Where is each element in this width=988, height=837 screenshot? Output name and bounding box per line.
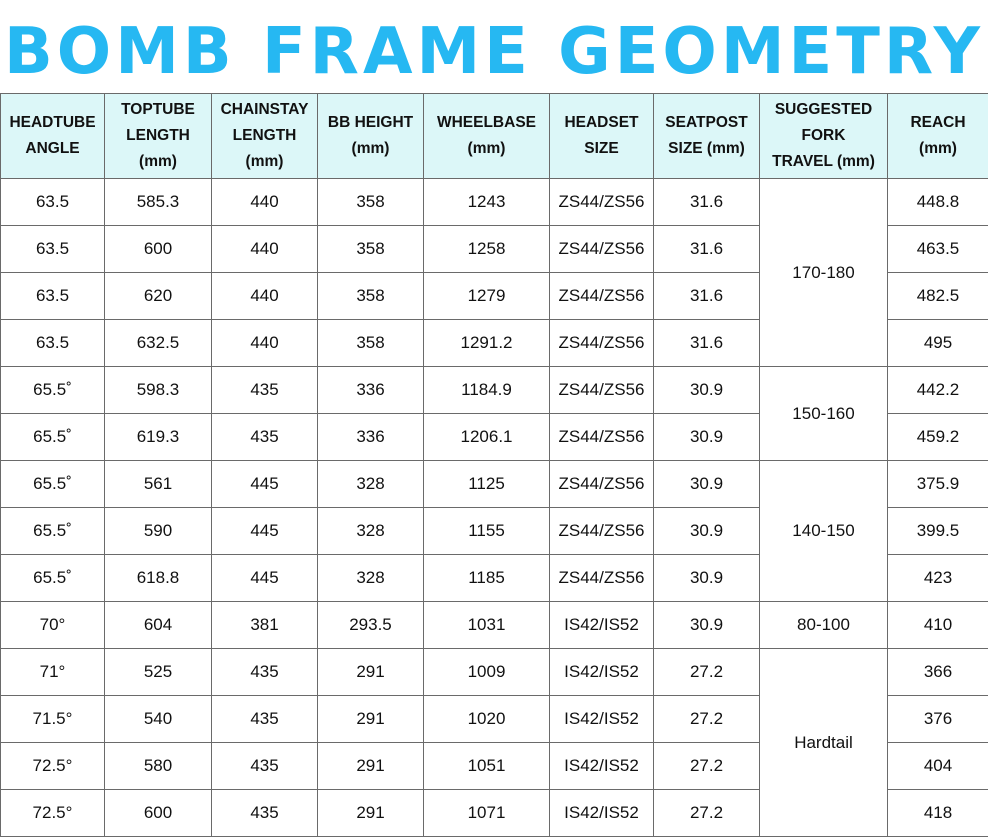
cell-bb-height: 291 [318,696,424,743]
cell-fork-travel: Hardtail [760,649,888,837]
cell-toptube-length: 618.8 [105,555,212,602]
cell-toptube-length: 580 [105,743,212,790]
cell-headset-size: IS42/IS52 [550,602,654,649]
cell-headtube-angle: 70° [1,602,105,649]
cell-headset-size: ZS44/ZS56 [550,461,654,508]
cell-chainstay-length: 435 [212,414,318,461]
cell-chainstay-length: 435 [212,790,318,837]
header-wheelbase: WHEELBASE (mm) [424,94,550,179]
header-reach: REACH (mm) [888,94,988,179]
table-row [1,649,988,696]
cell-headtube-angle: 65.5˚ [1,414,105,461]
cell-wheelbase: 1258 [424,226,550,273]
cell-seatpost-size: 30.9 [654,367,760,414]
cell-toptube-length: 540 [105,696,212,743]
cell-headtube-angle: 65.5˚ [1,367,105,414]
cell-wheelbase: 1155 [424,508,550,555]
cell-reach: 423 [888,555,988,602]
cell-headset-size: IS42/IS52 [550,790,654,837]
cell-reach: 418 [888,790,988,837]
cell-bb-height: 358 [318,273,424,320]
cell-reach: 463.5 [888,226,988,273]
cell-seatpost-size: 30.9 [654,555,760,602]
header-row [1,94,988,179]
cell-chainstay-length: 445 [212,555,318,602]
header-seatpost-size: SEATPOST SIZE (mm) [654,94,760,179]
cell-bb-height: 291 [318,790,424,837]
cell-wheelbase: 1184.9 [424,367,550,414]
cell-fork-travel: 170-180 [760,179,888,367]
cell-chainstay-length: 440 [212,179,318,226]
cell-fork-travel: 140-150 [760,461,888,602]
cell-toptube-length: 620 [105,273,212,320]
cell-headtube-angle: 71.5° [1,696,105,743]
cell-headset-size: IS42/IS52 [550,649,654,696]
cell-wheelbase: 1031 [424,602,550,649]
table-row [1,461,988,508]
cell-reach: 410 [888,602,988,649]
cell-bb-height: 358 [318,179,424,226]
cell-seatpost-size: 30.9 [654,508,760,555]
cell-headtube-angle: 71° [1,649,105,696]
cell-headtube-angle: 72.5° [1,790,105,837]
header-toptube-length: TOPTUBE LENGTH (mm) [105,94,212,179]
cell-headset-size: IS42/IS52 [550,743,654,790]
cell-chainstay-length: 440 [212,320,318,367]
table-row [1,367,988,414]
cell-seatpost-size: 27.2 [654,790,760,837]
cell-bb-height: 291 [318,649,424,696]
cell-seatpost-size: 30.9 [654,602,760,649]
cell-headtube-angle: 72.5° [1,743,105,790]
cell-reach: 495 [888,320,988,367]
cell-bb-height: 358 [318,226,424,273]
cell-toptube-length: 600 [105,790,212,837]
cell-wheelbase: 1009 [424,649,550,696]
cell-wheelbase: 1243 [424,179,550,226]
cell-toptube-length: 585.3 [105,179,212,226]
cell-chainstay-length: 381 [212,602,318,649]
header-bb-height: BB HEIGHT (mm) [318,94,424,179]
cell-seatpost-size: 27.2 [654,696,760,743]
cell-chainstay-length: 435 [212,649,318,696]
cell-wheelbase: 1206.1 [424,414,550,461]
cell-headtube-angle: 65.5˚ [1,555,105,602]
header-fork-travel: SUGGESTED FORK TRAVEL (mm) [760,94,888,179]
cell-reach: 459.2 [888,414,988,461]
cell-headtube-angle: 63.5 [1,320,105,367]
cell-wheelbase: 1051 [424,743,550,790]
cell-bb-height: 328 [318,461,424,508]
cell-bb-height: 336 [318,414,424,461]
cell-seatpost-size: 31.6 [654,179,760,226]
cell-chainstay-length: 445 [212,508,318,555]
geometry-table [0,93,988,837]
cell-wheelbase: 1185 [424,555,550,602]
table-row [1,602,988,649]
table-body [1,179,988,837]
cell-reach: 442.2 [888,367,988,414]
cell-seatpost-size: 31.6 [654,320,760,367]
cell-headset-size: ZS44/ZS56 [550,226,654,273]
cell-fork-travel: 150-160 [760,367,888,461]
cell-toptube-length: 604 [105,602,212,649]
page-title: BOMB FRAME GEOMETRY [0,14,988,90]
cell-reach: 448.8 [888,179,988,226]
cell-headset-size: ZS44/ZS56 [550,414,654,461]
cell-toptube-length: 632.5 [105,320,212,367]
cell-toptube-length: 619.3 [105,414,212,461]
cell-bb-height: 293.5 [318,602,424,649]
cell-wheelbase: 1279 [424,273,550,320]
cell-chainstay-length: 440 [212,226,318,273]
cell-seatpost-size: 31.6 [654,273,760,320]
cell-headtube-angle: 63.5 [1,179,105,226]
cell-reach: 404 [888,743,988,790]
cell-toptube-length: 525 [105,649,212,696]
cell-headtube-angle: 63.5 [1,273,105,320]
cell-headtube-angle: 65.5˚ [1,508,105,555]
header-headtube-angle: HEADTUBE ANGLE [1,94,105,179]
cell-fork-travel: 80-100 [760,602,888,649]
cell-wheelbase: 1125 [424,461,550,508]
cell-chainstay-length: 445 [212,461,318,508]
cell-chainstay-length: 435 [212,696,318,743]
cell-toptube-length: 600 [105,226,212,273]
cell-headset-size: ZS44/ZS56 [550,555,654,602]
cell-headset-size: ZS44/ZS56 [550,273,654,320]
header-chainstay-length: CHAINSTAY LENGTH (mm) [212,94,318,179]
cell-wheelbase: 1071 [424,790,550,837]
cell-reach: 366 [888,649,988,696]
cell-toptube-length: 598.3 [105,367,212,414]
cell-bb-height: 328 [318,508,424,555]
cell-headset-size: ZS44/ZS56 [550,367,654,414]
cell-toptube-length: 561 [105,461,212,508]
cell-bb-height: 336 [318,367,424,414]
cell-reach: 399.5 [888,508,988,555]
cell-reach: 376 [888,696,988,743]
cell-headtube-angle: 65.5˚ [1,461,105,508]
cell-bb-height: 328 [318,555,424,602]
cell-bb-height: 358 [318,320,424,367]
cell-chainstay-length: 440 [212,273,318,320]
cell-headset-size: ZS44/ZS56 [550,508,654,555]
cell-seatpost-size: 30.9 [654,461,760,508]
cell-wheelbase: 1291.2 [424,320,550,367]
cell-reach: 375.9 [888,461,988,508]
cell-headset-size: ZS44/ZS56 [550,320,654,367]
cell-reach: 482.5 [888,273,988,320]
cell-seatpost-size: 31.6 [654,226,760,273]
cell-seatpost-size: 30.9 [654,414,760,461]
cell-chainstay-length: 435 [212,367,318,414]
cell-seatpost-size: 27.2 [654,649,760,696]
cell-seatpost-size: 27.2 [654,743,760,790]
cell-chainstay-length: 435 [212,743,318,790]
table-row [1,179,988,226]
cell-toptube-length: 590 [105,508,212,555]
header-headset-size: HEADSET SIZE [550,94,654,179]
cell-bb-height: 291 [318,743,424,790]
cell-headtube-angle: 63.5 [1,226,105,273]
cell-headset-size: IS42/IS52 [550,696,654,743]
cell-headset-size: ZS44/ZS56 [550,179,654,226]
cell-wheelbase: 1020 [424,696,550,743]
